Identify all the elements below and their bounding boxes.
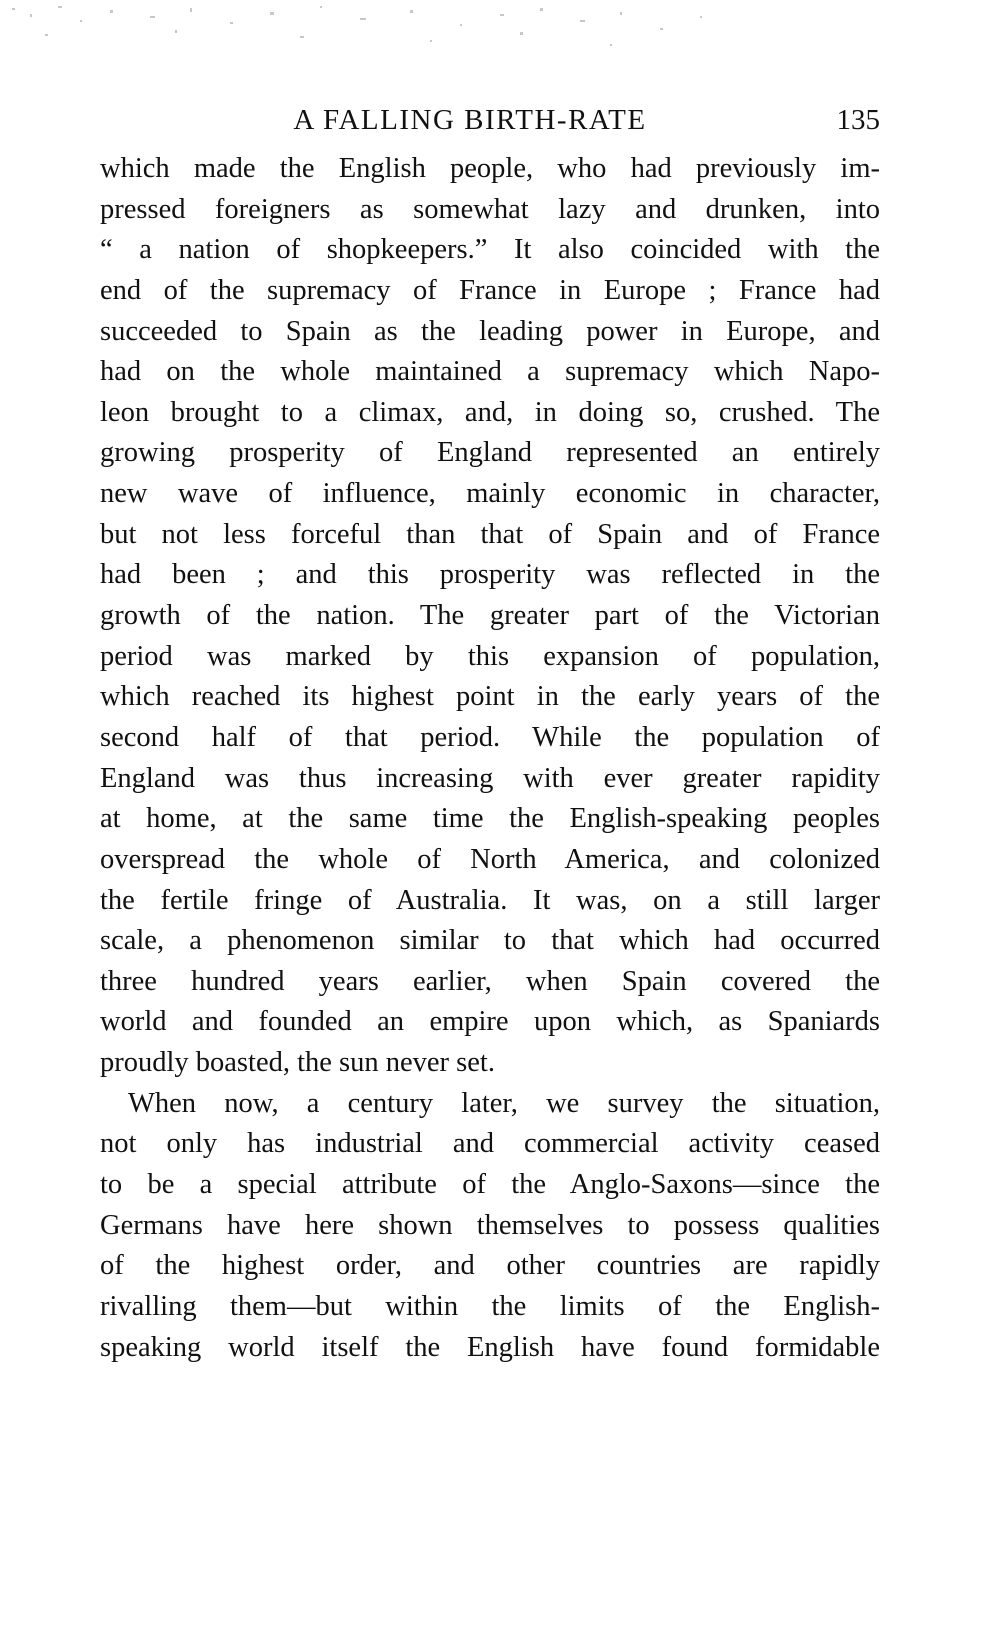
text-line: period was marked by this expansion of population, (100, 640, 880, 672)
text-line: succeeded to Spain as the leading power in Europe, and (100, 315, 880, 347)
page-number: 135 (836, 104, 880, 136)
text-line: proudly boasted, the sun never set. (100, 1047, 495, 1079)
text-line: the fertile fringe of Australia. It was, on a still larger (100, 884, 880, 916)
text-line: leon brought to a climax, and, in doing so, crushed. The (100, 396, 880, 428)
scan-noise-decoration (0, 0, 1000, 70)
text-line: world and founded an empire upon which, as Spaniards (100, 1006, 880, 1038)
text-line: scale, a phenomenon similar to that which had occurred (100, 925, 880, 957)
text-line: which made the English people, who had previously im- (100, 153, 880, 184)
text-line: not only has industrial and commercial activity ceased (100, 1128, 880, 1160)
text-line: England was thus increasing with ever greater rapidity (100, 762, 880, 794)
paragraph-2 (100, 1084, 880, 1368)
text-line: had on the whole maintained a supremacy which Napo- (100, 356, 880, 388)
text-line: new wave of influence, mainly economic in character, (100, 478, 880, 510)
text-line: at home, at the same time the English-speaking peoples (100, 803, 880, 835)
text-line: three hundred years earlier, when Spain covered the (100, 965, 880, 997)
text-line: end of the supremacy of France in Europe ; France had (100, 274, 880, 306)
text-line: second half of that period. While the population of (100, 721, 880, 753)
text-line: speaking world itself the English have found formidable (100, 1331, 880, 1363)
text-line: Germans have here shown themselves to possess qualities (100, 1209, 880, 1241)
running-title: A FALLING BIRTH-RATE (293, 104, 647, 136)
text-line: When now, a century later, we survey the situation, (128, 1087, 880, 1119)
text-line: of the highest order, and other countries are rapidly (100, 1250, 880, 1282)
text-line: “ a nation of shopkeepers.” It also coincided with the (100, 234, 880, 266)
text-line: but not less forceful than that of Spain and of France (100, 518, 880, 550)
running-head (100, 100, 880, 140)
text-line: growing prosperity of England represented an entirely (100, 437, 880, 469)
text-line: to be a special attribute of the Anglo-Saxons—since the (100, 1169, 880, 1201)
body-text (100, 149, 880, 1368)
text-line: rivalling them—but within the limits of the English- (100, 1290, 880, 1322)
text-line: which reached its highest point in the early years of the (100, 681, 880, 713)
paragraph-1 (100, 149, 880, 1084)
text-line: growth of the nation. The greater part of the Victorian (100, 600, 880, 632)
text-line: overspread the whole of North America, and colonized (100, 843, 880, 875)
text-line: pressed foreigners as somewhat lazy and drunken, into (100, 193, 880, 225)
text-line: had been ; and this prosperity was reflected in the (100, 559, 880, 591)
